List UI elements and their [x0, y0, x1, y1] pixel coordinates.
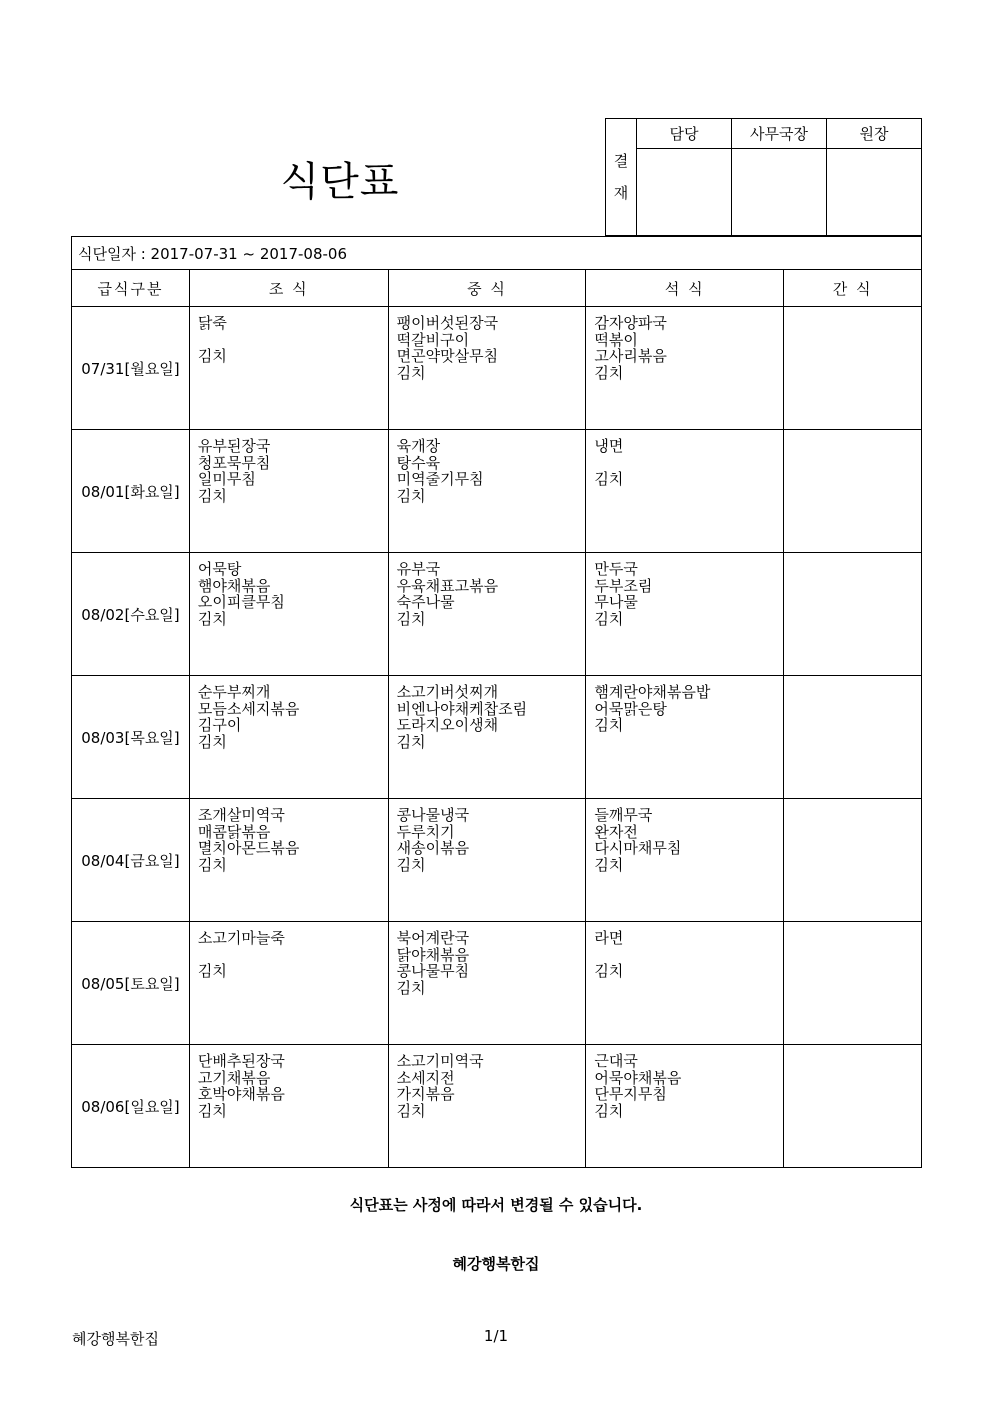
- signature-box-director: [827, 149, 922, 236]
- day-label: 08/01[화요일]: [72, 430, 190, 553]
- approval-role-director: 원장: [827, 119, 922, 149]
- approval-box: [605, 118, 922, 236]
- dinner-cell: 햄계란야채볶음밥 어묵맑은탕 김치: [586, 676, 784, 799]
- day-label: 08/04[금요일]: [72, 799, 190, 922]
- header-snack: 간 식: [784, 270, 922, 307]
- signature-box-manager: [637, 149, 732, 236]
- approval-role-manager: 담당: [637, 119, 732, 149]
- approval-label: 결 재: [606, 119, 637, 236]
- breakfast-cell: 어묵탕 햄야채볶음 오이피클무침 김치: [189, 553, 388, 676]
- header-dinner: 석 식: [586, 270, 784, 307]
- snack-cell: [784, 553, 922, 676]
- menu-period: 식단일자 : 2017-07-31 ~ 2017-08-06: [72, 237, 922, 270]
- lunch-cell: 소고기버섯찌개 비엔나야채케찹조림 도라지오이생채 김치: [388, 676, 586, 799]
- lunch-cell: 북어계란국 닭야채볶음 콩나물무침 김치: [388, 922, 586, 1045]
- breakfast-cell: 닭죽 김치: [189, 307, 388, 430]
- menu-table: [71, 236, 922, 1168]
- table-row: [72, 553, 922, 676]
- breakfast-cell: 순두부찌개 모듬소세지볶음 김구이 김치: [189, 676, 388, 799]
- lunch-cell: 육개장 탕수육 미역줄기무침 김치: [388, 430, 586, 553]
- snack-cell: [784, 922, 922, 1045]
- breakfast-cell: 단배추된장국 고기채볶음 호박야채볶음 김치: [189, 1045, 388, 1168]
- breakfast-cell: 유부된장국 청포묵무침 일미무침 김치: [189, 430, 388, 553]
- dinner-cell: 근대국 어묵야채볶음 단무지무침 김치: [586, 1045, 784, 1168]
- table-row: [72, 1045, 922, 1168]
- lunch-cell: 팽이버섯된장국 떡갈비구이 면곤약맛살무침 김치: [388, 307, 586, 430]
- snack-cell: [784, 799, 922, 922]
- breakfast-cell: 조개살미역국 매콤닭볶음 멸치아몬드볶음 김치: [189, 799, 388, 922]
- page-number: 1/1: [483, 1327, 509, 1345]
- lunch-cell: 소고기미역국 소세지전 가지볶음 김치: [388, 1045, 586, 1168]
- approval-role-secretary-general: 사무국장: [732, 119, 827, 149]
- day-label: 07/31[월요일]: [72, 307, 190, 430]
- header-lunch: 중 식: [388, 270, 586, 307]
- dinner-cell: 냉면 김치: [586, 430, 784, 553]
- snack-cell: [784, 430, 922, 553]
- breakfast-cell: 소고기마늘죽 김치: [189, 922, 388, 1045]
- lunch-cell: 콩나물냉국 두루치기 새송이볶음 김치: [388, 799, 586, 922]
- day-label: 08/03[목요일]: [72, 676, 190, 799]
- change-notice: 식단표는 사정에 따라서 변경될 수 있습니다.: [349, 1196, 643, 1214]
- snack-cell: [784, 307, 922, 430]
- day-label: 08/02[수요일]: [72, 553, 190, 676]
- dinner-cell: 감자양파국 떡볶이 고사리볶음 김치: [586, 307, 784, 430]
- page-title: 식단표: [280, 159, 400, 205]
- snack-cell: [784, 676, 922, 799]
- table-row: [72, 430, 922, 553]
- dinner-cell: 들깨무국 완자전 다시마채무침 김치: [586, 799, 784, 922]
- day-label: 08/06[일요일]: [72, 1045, 190, 1168]
- snack-cell: [784, 1045, 922, 1168]
- dinner-cell: 만두국 두부조림 무나물 김치: [586, 553, 784, 676]
- header-breakfast: 조 식: [189, 270, 388, 307]
- day-label: 08/05[토요일]: [72, 922, 190, 1045]
- dinner-cell: 라면 김치: [586, 922, 784, 1045]
- table-row: [72, 676, 922, 799]
- organization-name: 혜강행복한집: [452, 1255, 540, 1273]
- footer-organization: 혜강행복한집: [72, 1330, 159, 1348]
- table-row: [72, 922, 922, 1045]
- signature-box-secretary-general: [732, 149, 827, 236]
- table-row: [72, 307, 922, 430]
- header-meal-category: 급식구분: [72, 270, 190, 307]
- lunch-cell: 유부국 우육채표고볶음 숙주나물 김치: [388, 553, 586, 676]
- table-row: [72, 799, 922, 922]
